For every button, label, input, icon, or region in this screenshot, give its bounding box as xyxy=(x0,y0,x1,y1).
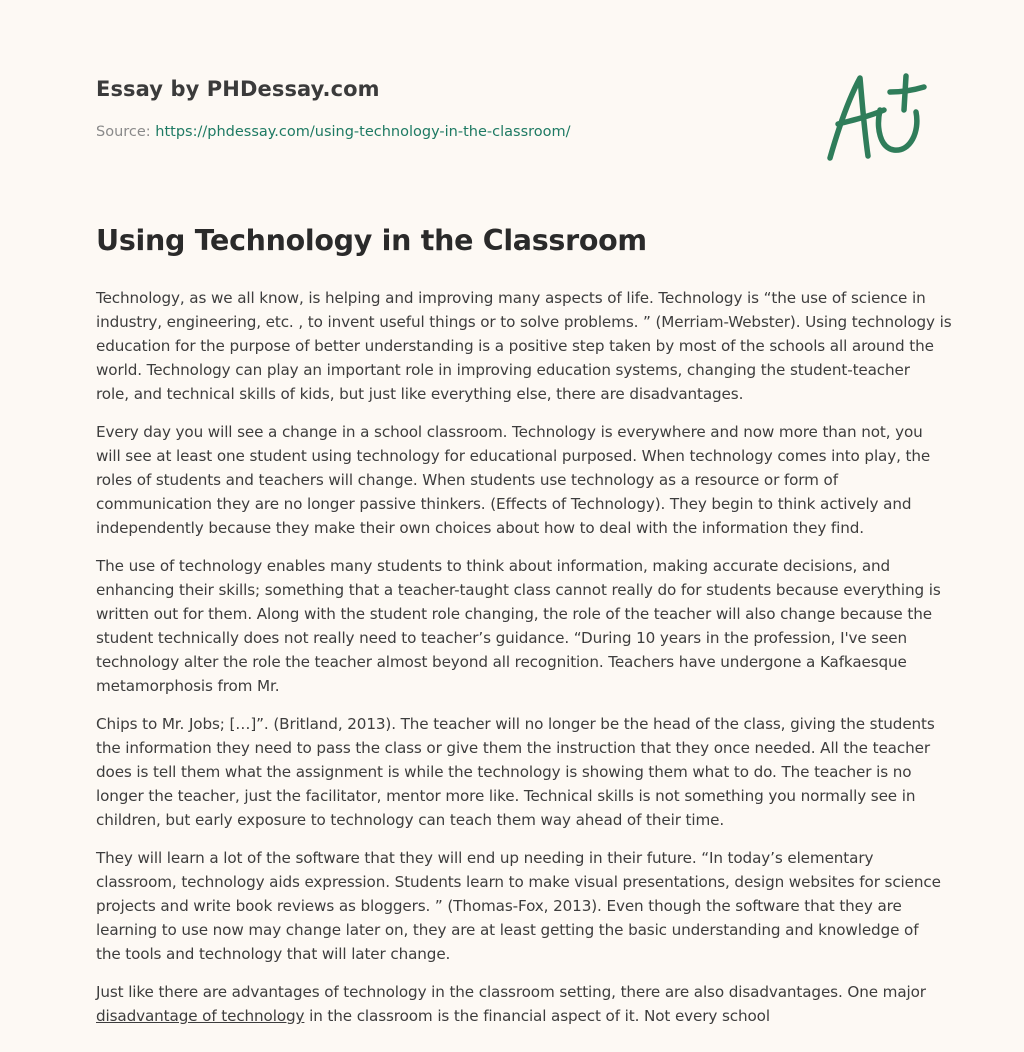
text-line: longer the teacher, just the facilitator, mentor more like. Technical skills is not something you normally see in xyxy=(96,787,916,805)
text-line: They will learn a lot of the software that they will end up needing in their future. “In today’s elementary xyxy=(96,849,874,867)
text-line xyxy=(96,1004,928,1028)
text-line: world. Technology can play an important role in improving education systems, changing the student-teacher xyxy=(96,361,910,379)
essay-title: Using Technology in the Classroom xyxy=(96,224,647,257)
text-line: education for the purpose of better understanding is a positive step taken by most of the schools all around the xyxy=(96,337,934,355)
text-line: learning to use now may change later on, they are at least getting the basic understanding and knowledge of xyxy=(96,921,919,939)
text-line: independently because they make their own choices about how to deal with the information they find. xyxy=(96,519,864,537)
source-link[interactable]: https://phdessay.com/using-technology-in-the-classroom/ xyxy=(155,124,571,140)
text-line: Every day you will see a change in a school classroom. Technology is everywhere and now more than not, you xyxy=(96,423,923,441)
text-line: the information they need to pass the class or give them the instruction that they once needed. All the teacher xyxy=(96,739,930,757)
source-label: Source: xyxy=(96,124,151,140)
paragraph xyxy=(96,980,928,1028)
text-line: role, and technical skills of kids, but just like everything else, there are disadvantages. xyxy=(96,385,744,403)
text-line: will see at least one student using technology for educational purposed. When technology comes into play, the xyxy=(96,447,931,465)
text-line: The use of technology enables many students to think about information, making accurate decisions, and xyxy=(96,557,891,575)
text-line: industry, engineering, etc. , to invent useful things or to solve problems. ” (Merriam-Webster). Using technology is xyxy=(96,313,952,331)
paragraph xyxy=(96,712,935,832)
text-line: communication they are no longer passive thinkers. (Effects of Technology). They begin to think actively and xyxy=(96,495,912,513)
text-line: the tools and technology that will later change. xyxy=(96,945,451,963)
text-line: technology alter the role the teacher almost beyond all recognition. Teachers have undergone a Kafkaesque xyxy=(96,653,907,671)
text-line: enhancing their skills; something that a teacher-taught class cannot really do for students because everything is xyxy=(96,581,941,599)
text-line: written out for them. Along with the student role changing, the role of the teacher will also change because the xyxy=(96,605,932,623)
text-line: Just like there are advantages of technology in the classroom setting, there are also disadvantages. One major xyxy=(96,983,926,1001)
disadvantage-link[interactable]: disadvantage of technology xyxy=(96,1007,305,1025)
brand-title: Essay by PHDessay.com xyxy=(96,77,380,101)
paragraph xyxy=(96,846,941,966)
paragraph xyxy=(96,420,931,540)
a-plus-grade-icon xyxy=(824,70,928,164)
source-line xyxy=(96,124,571,140)
text-line: student technically does not really need to teacher’s guidance. “During 10 years in the profession, I've seen xyxy=(96,629,908,647)
text-line: classroom, technology aids expression. Students learn to make visual presentations, design websites for science xyxy=(96,873,941,891)
text-line: Chips to Mr. Jobs; […]”. (Britland, 2013). The teacher will no longer be the head of the class, giving the students xyxy=(96,715,935,733)
text-line: metamorphosis from Mr. xyxy=(96,677,280,695)
paragraph xyxy=(96,286,952,406)
text-fragment: in the classroom is the financial aspect of it. Not every school xyxy=(304,1007,770,1025)
essay-body xyxy=(96,286,952,1042)
paragraph xyxy=(96,554,941,698)
text-line: projects and write book reviews as bloggers. ” (Thomas-Fox, 2013). Even though the software that they are xyxy=(96,897,902,915)
text-line: Technology, as we all know, is helping and improving many aspects of life. Technology is “the use of science in xyxy=(96,289,926,307)
text-line: roles of students and teachers will change. When students use technology as a resource or form of xyxy=(96,471,838,489)
text-line: children, but early exposure to technology can teach them way ahead of their time. xyxy=(96,811,725,829)
text-line: does is tell them what the assignment is while the technology is showing them what to do. The teacher is no xyxy=(96,763,912,781)
